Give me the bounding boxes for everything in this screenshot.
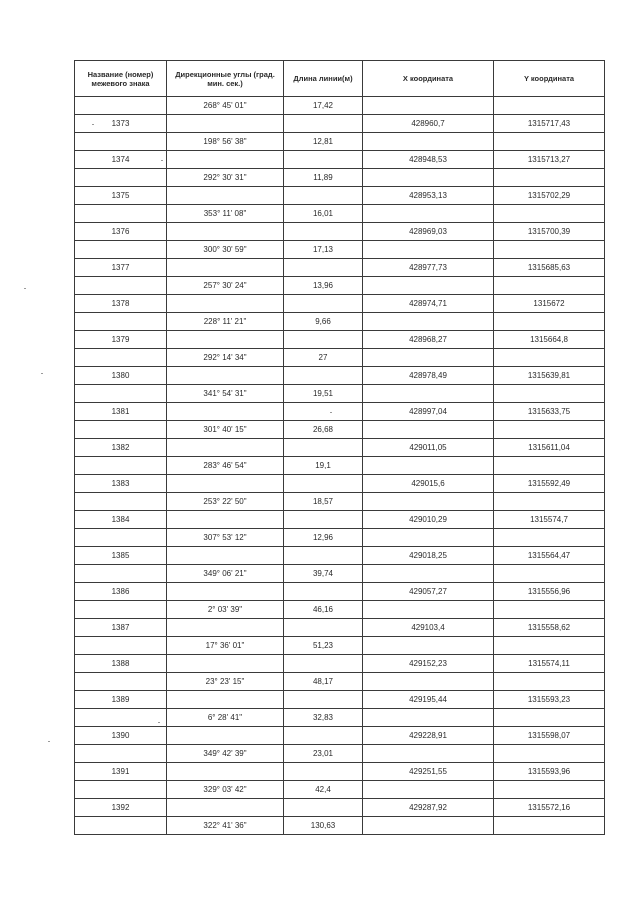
cell-line-length	[284, 295, 363, 313]
table-header	[75, 61, 605, 97]
header-direction-angle: Дирекционные углы (град. мин. сек.)	[167, 61, 284, 97]
table-row	[75, 673, 605, 691]
table-row	[75, 763, 605, 781]
cell-x-coordinate: 429251,55	[363, 763, 494, 781]
cell-x-coordinate	[363, 493, 494, 511]
cell-y-coordinate	[494, 349, 605, 367]
cell-direction-angle	[167, 151, 284, 169]
cell-x-coordinate: 429103,4	[363, 619, 494, 637]
cell-point-name	[75, 817, 167, 835]
cell-line-length: 42,4	[284, 781, 363, 799]
cell-point-name	[75, 97, 167, 115]
cell-direction-angle: 300° 30' 59"	[167, 241, 284, 259]
cell-y-coordinate	[494, 493, 605, 511]
cell-point-name: 1374	[75, 151, 167, 169]
cell-line-length	[284, 331, 363, 349]
table-row	[75, 313, 605, 331]
cell-point-name	[75, 637, 167, 655]
cell-y-coordinate: 1315633,75	[494, 403, 605, 421]
cell-direction-angle: 349° 42' 39"	[167, 745, 284, 763]
cell-direction-angle: 2° 03' 39"	[167, 601, 284, 619]
cell-direction-angle: 307° 53' 12"	[167, 529, 284, 547]
cell-y-coordinate	[494, 421, 605, 439]
cell-line-length: 11,89	[284, 169, 363, 187]
scan-speck	[41, 373, 43, 374]
table-row	[75, 457, 605, 475]
cell-y-coordinate	[494, 673, 605, 691]
cell-point-name: 1390	[75, 727, 167, 745]
cell-direction-angle: 253° 22' 50"	[167, 493, 284, 511]
cell-y-coordinate: 1315574,11	[494, 655, 605, 673]
cell-y-coordinate	[494, 565, 605, 583]
cell-y-coordinate: 1315564,47	[494, 547, 605, 565]
cell-y-coordinate	[494, 133, 605, 151]
cell-x-coordinate: 429015,6	[363, 475, 494, 493]
cell-y-coordinate: 1315685,63	[494, 259, 605, 277]
cell-line-length	[284, 547, 363, 565]
table-row	[75, 133, 605, 151]
cell-y-coordinate	[494, 457, 605, 475]
cell-direction-angle: 23° 23' 15"	[167, 673, 284, 691]
cell-line-length	[284, 655, 363, 673]
cell-x-coordinate	[363, 349, 494, 367]
cell-y-coordinate: 1315598,07	[494, 727, 605, 745]
table-row	[75, 205, 605, 223]
cell-direction-angle	[167, 367, 284, 385]
table-row	[75, 745, 605, 763]
cell-direction-angle	[167, 439, 284, 457]
table-row	[75, 583, 605, 601]
cell-x-coordinate	[363, 169, 494, 187]
cell-x-coordinate: 429195,44	[363, 691, 494, 709]
cell-line-length	[284, 619, 363, 637]
cell-x-coordinate: 429287,92	[363, 799, 494, 817]
cell-direction-angle	[167, 763, 284, 781]
table-row	[75, 421, 605, 439]
cell-y-coordinate	[494, 745, 605, 763]
cell-point-name: 1388	[75, 655, 167, 673]
header-y-coordinate: Y координата	[494, 61, 605, 97]
cell-point-name: 1387	[75, 619, 167, 637]
cell-line-length: 17,42	[284, 97, 363, 115]
cell-x-coordinate	[363, 745, 494, 763]
table-row	[75, 259, 605, 277]
table-row	[75, 349, 605, 367]
cell-x-coordinate	[363, 205, 494, 223]
cell-y-coordinate	[494, 637, 605, 655]
cell-direction-angle: 283° 46' 54"	[167, 457, 284, 475]
scan-speck	[330, 412, 332, 413]
cell-direction-angle: 301° 40' 15"	[167, 421, 284, 439]
cell-x-coordinate	[363, 529, 494, 547]
table-row	[75, 403, 605, 421]
cell-x-coordinate: 429011,05	[363, 439, 494, 457]
cell-line-length	[284, 151, 363, 169]
cell-x-coordinate: 428974,71	[363, 295, 494, 313]
cell-y-coordinate: 1315664,8	[494, 331, 605, 349]
cell-direction-angle: 292° 14' 34"	[167, 349, 284, 367]
table-row	[75, 277, 605, 295]
cell-direction-angle: 257° 30' 24"	[167, 277, 284, 295]
cell-line-length	[284, 583, 363, 601]
cell-y-coordinate: 1315702,29	[494, 187, 605, 205]
cell-line-length: 12,81	[284, 133, 363, 151]
table-row	[75, 223, 605, 241]
scan-speck	[92, 124, 94, 125]
cell-direction-angle: 6° 28' 41"	[167, 709, 284, 727]
cell-x-coordinate: 428977,73	[363, 259, 494, 277]
cell-x-coordinate: 428948,53	[363, 151, 494, 169]
header-x-coordinate: X координата	[363, 61, 494, 97]
cell-point-name	[75, 709, 167, 727]
cell-x-coordinate	[363, 601, 494, 619]
cell-direction-angle	[167, 547, 284, 565]
cell-point-name: 1384	[75, 511, 167, 529]
cell-x-coordinate	[363, 385, 494, 403]
cell-point-name	[75, 133, 167, 151]
cell-line-length: 17,13	[284, 241, 363, 259]
cell-line-length	[284, 223, 363, 241]
cell-point-name	[75, 529, 167, 547]
cell-line-length	[284, 187, 363, 205]
cell-point-name: 1380	[75, 367, 167, 385]
boundary-coordinates-table	[74, 60, 605, 835]
cell-point-name	[75, 421, 167, 439]
cell-line-length: 39,74	[284, 565, 363, 583]
cell-y-coordinate: 1315593,23	[494, 691, 605, 709]
table-row	[75, 331, 605, 349]
cell-point-name: 1392	[75, 799, 167, 817]
cell-x-coordinate: 428978,49	[363, 367, 494, 385]
cell-direction-angle: 341° 54' 31"	[167, 385, 284, 403]
table-row	[75, 637, 605, 655]
cell-line-length: 32,83	[284, 709, 363, 727]
scan-speck	[24, 288, 26, 289]
scan-speck	[48, 741, 50, 742]
cell-x-coordinate: 429010,29	[363, 511, 494, 529]
cell-y-coordinate: 1315672	[494, 295, 605, 313]
cell-direction-angle	[167, 331, 284, 349]
cell-x-coordinate: 428969,03	[363, 223, 494, 241]
table-body	[75, 97, 605, 835]
cell-y-coordinate: 1315572,16	[494, 799, 605, 817]
cell-line-length: 12,96	[284, 529, 363, 547]
cell-direction-angle: 353° 11' 08"	[167, 205, 284, 223]
cell-x-coordinate: 429057,27	[363, 583, 494, 601]
cell-x-coordinate: 429018,25	[363, 547, 494, 565]
cell-direction-angle: 198° 56' 38"	[167, 133, 284, 151]
scan-speck	[158, 722, 160, 723]
cell-line-length: 130,63	[284, 817, 363, 835]
cell-line-length: 19,1	[284, 457, 363, 475]
cell-direction-angle	[167, 655, 284, 673]
table-row	[75, 727, 605, 745]
cell-point-name: 1391	[75, 763, 167, 781]
cell-direction-angle: 322° 41' 36"	[167, 817, 284, 835]
cell-point-name: 1376	[75, 223, 167, 241]
table-row	[75, 187, 605, 205]
cell-point-name: 1389	[75, 691, 167, 709]
cell-point-name	[75, 457, 167, 475]
table-row	[75, 115, 605, 133]
table-row	[75, 655, 605, 673]
table-row	[75, 799, 605, 817]
cell-direction-angle	[167, 115, 284, 133]
cell-point-name	[75, 673, 167, 691]
cell-x-coordinate	[363, 637, 494, 655]
cell-point-name	[75, 385, 167, 403]
cell-y-coordinate: 1315556,96	[494, 583, 605, 601]
cell-point-name: 1386	[75, 583, 167, 601]
cell-direction-angle: 329° 03' 42"	[167, 781, 284, 799]
table-row	[75, 619, 605, 637]
cell-y-coordinate	[494, 241, 605, 259]
cell-direction-angle	[167, 295, 284, 313]
cell-line-length	[284, 259, 363, 277]
cell-x-coordinate: 429228,91	[363, 727, 494, 745]
cell-y-coordinate: 1315592,49	[494, 475, 605, 493]
cell-y-coordinate: 1315717,43	[494, 115, 605, 133]
cell-line-length	[284, 115, 363, 133]
cell-direction-angle	[167, 619, 284, 637]
cell-point-name: 1375	[75, 187, 167, 205]
cell-point-name	[75, 277, 167, 295]
cell-line-length: 48,17	[284, 673, 363, 691]
cell-point-name: 1378	[75, 295, 167, 313]
cell-direction-angle	[167, 727, 284, 745]
table-row	[75, 169, 605, 187]
cell-y-coordinate	[494, 385, 605, 403]
cell-direction-angle	[167, 403, 284, 421]
table-row	[75, 817, 605, 835]
cell-line-length: 19,51	[284, 385, 363, 403]
cell-x-coordinate	[363, 313, 494, 331]
cell-line-length: 16,01	[284, 205, 363, 223]
table-row	[75, 97, 605, 115]
cell-line-length	[284, 439, 363, 457]
table-row	[75, 367, 605, 385]
cell-point-name: 1377	[75, 259, 167, 277]
cell-y-coordinate	[494, 169, 605, 187]
cell-line-length	[284, 691, 363, 709]
cell-y-coordinate	[494, 817, 605, 835]
table-row	[75, 601, 605, 619]
cell-y-coordinate	[494, 529, 605, 547]
table-row	[75, 475, 605, 493]
cell-x-coordinate: 428960,7	[363, 115, 494, 133]
cell-line-length: 9,66	[284, 313, 363, 331]
table-row	[75, 241, 605, 259]
cell-direction-angle	[167, 511, 284, 529]
cell-y-coordinate	[494, 205, 605, 223]
table-row	[75, 385, 605, 403]
cell-direction-angle: 349° 06' 21"	[167, 565, 284, 583]
cell-y-coordinate: 1315611,04	[494, 439, 605, 457]
cell-y-coordinate: 1315639,81	[494, 367, 605, 385]
table-row	[75, 439, 605, 457]
cell-y-coordinate	[494, 601, 605, 619]
cell-y-coordinate	[494, 781, 605, 799]
cell-y-coordinate	[494, 97, 605, 115]
cell-x-coordinate: 429152,23	[363, 655, 494, 673]
cell-point-name	[75, 745, 167, 763]
cell-point-name: 1381	[75, 403, 167, 421]
cell-direction-angle	[167, 799, 284, 817]
cell-line-length: 23,01	[284, 745, 363, 763]
cell-line-length: 46,16	[284, 601, 363, 619]
cell-point-name: 1373	[75, 115, 167, 133]
cell-x-coordinate	[363, 565, 494, 583]
cell-point-name	[75, 781, 167, 799]
cell-direction-angle	[167, 691, 284, 709]
cell-y-coordinate: 1315574,7	[494, 511, 605, 529]
cell-line-length: 26,68	[284, 421, 363, 439]
cell-point-name	[75, 169, 167, 187]
cell-line-length	[284, 475, 363, 493]
cell-y-coordinate: 1315713,27	[494, 151, 605, 169]
cell-direction-angle: 292° 30' 31"	[167, 169, 284, 187]
table-row	[75, 295, 605, 313]
cell-x-coordinate	[363, 421, 494, 439]
table-row	[75, 511, 605, 529]
cell-direction-angle	[167, 475, 284, 493]
cell-point-name	[75, 601, 167, 619]
table-row	[75, 565, 605, 583]
cell-line-length	[284, 403, 363, 421]
cell-line-length: 27	[284, 349, 363, 367]
cell-line-length: 51,23	[284, 637, 363, 655]
scan-speck	[161, 160, 163, 161]
cell-point-name	[75, 313, 167, 331]
cell-direction-angle: 17° 36' 01"	[167, 637, 284, 655]
cell-point-name	[75, 349, 167, 367]
table-row	[75, 691, 605, 709]
cell-point-name: 1383	[75, 475, 167, 493]
cell-x-coordinate	[363, 673, 494, 691]
cell-y-coordinate	[494, 313, 605, 331]
table-row	[75, 151, 605, 169]
cell-direction-angle	[167, 223, 284, 241]
cell-point-name	[75, 565, 167, 583]
table-row	[75, 547, 605, 565]
cell-line-length	[284, 727, 363, 745]
cell-x-coordinate	[363, 277, 494, 295]
header-point-name: Название (номер) межевого знака	[75, 61, 167, 97]
cell-line-length: 18,57	[284, 493, 363, 511]
cell-direction-angle	[167, 259, 284, 277]
cell-point-name: 1382	[75, 439, 167, 457]
cell-x-coordinate	[363, 241, 494, 259]
cell-x-coordinate	[363, 97, 494, 115]
cell-direction-angle	[167, 187, 284, 205]
cell-point-name: 1379	[75, 331, 167, 349]
cell-point-name	[75, 205, 167, 223]
cell-y-coordinate: 1315558,62	[494, 619, 605, 637]
cell-y-coordinate	[494, 277, 605, 295]
cell-x-coordinate	[363, 817, 494, 835]
cell-point-name: 1385	[75, 547, 167, 565]
cell-y-coordinate	[494, 709, 605, 727]
cell-y-coordinate: 1315700,39	[494, 223, 605, 241]
cell-x-coordinate	[363, 781, 494, 799]
table-row	[75, 529, 605, 547]
cell-line-length: 13,96	[284, 277, 363, 295]
cell-y-coordinate: 1315593,96	[494, 763, 605, 781]
cell-line-length	[284, 799, 363, 817]
cell-x-coordinate: 428997,04	[363, 403, 494, 421]
cell-x-coordinate	[363, 133, 494, 151]
cell-x-coordinate	[363, 709, 494, 727]
table-row	[75, 781, 605, 799]
cell-direction-angle: 228° 11' 21"	[167, 313, 284, 331]
header-line-length: Длина линии(м)	[284, 61, 363, 97]
cell-line-length	[284, 511, 363, 529]
cell-x-coordinate	[363, 457, 494, 475]
cell-x-coordinate: 428953,13	[363, 187, 494, 205]
cell-point-name	[75, 241, 167, 259]
cell-line-length	[284, 367, 363, 385]
table-row	[75, 709, 605, 727]
table-row	[75, 493, 605, 511]
cell-point-name	[75, 493, 167, 511]
cell-line-length	[284, 763, 363, 781]
cell-direction-angle	[167, 583, 284, 601]
cell-x-coordinate: 428968,27	[363, 331, 494, 349]
cell-direction-angle: 268° 45' 01"	[167, 97, 284, 115]
